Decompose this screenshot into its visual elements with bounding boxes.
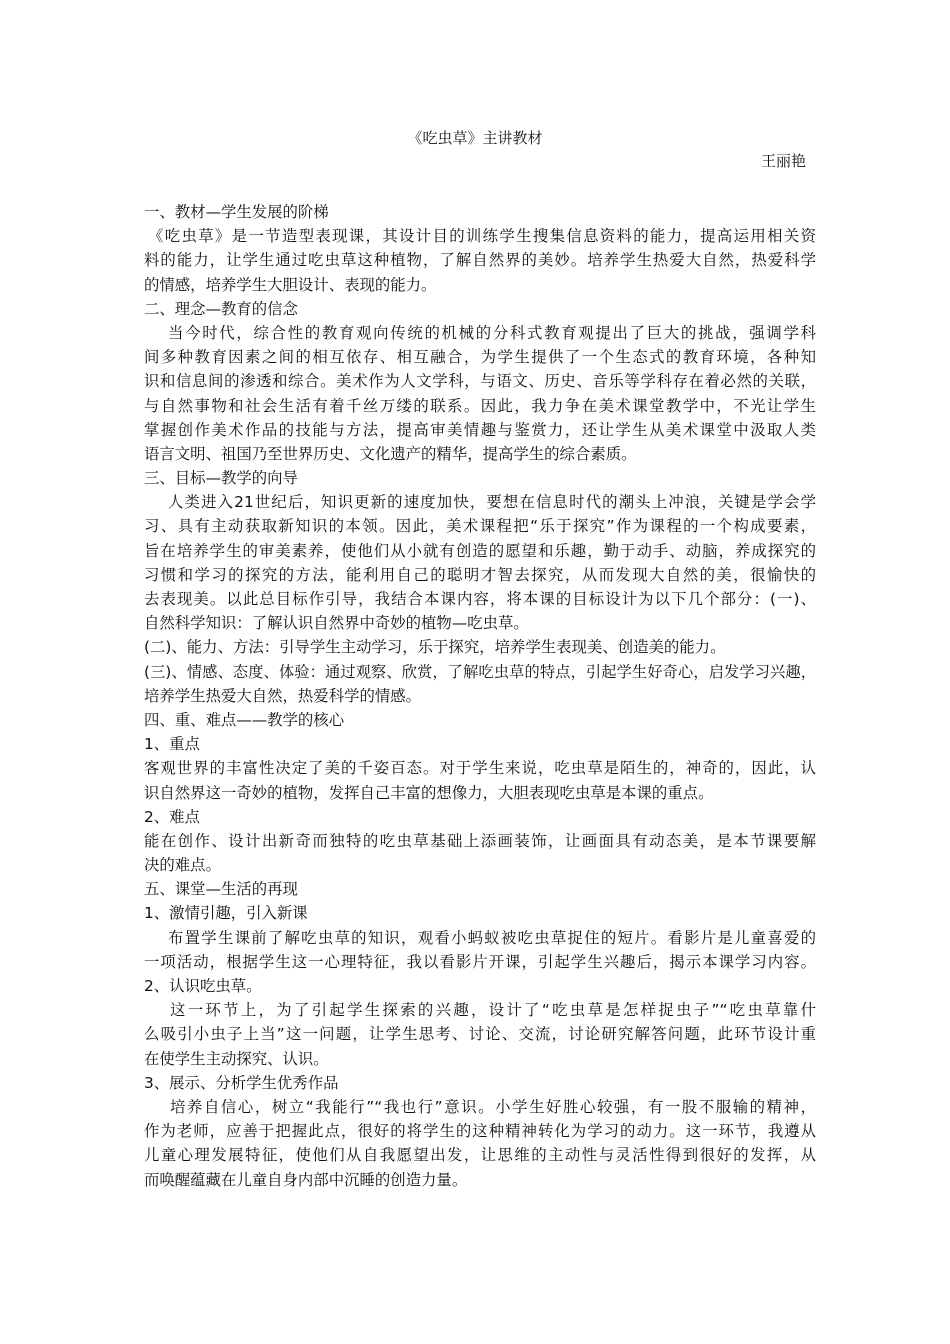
text-line: 而唤醒蕴藏在儿童自身内部中沉睡的创造力量。 <box>144 1170 468 1189</box>
text-line: 决的难点。 <box>144 856 221 875</box>
text-line: 料的能力，让学生通过吃虫草这种植物，了解自然界的美妙。培养学生热爱大自然，热爱科学 <box>144 251 816 270</box>
document-body <box>144 200 816 1192</box>
text-line: 客观世界的丰富性决定了美的千姿百态。对于学生来说，吃虫草是陌生的，神奇的，因此，认 <box>144 759 816 778</box>
text-line: (三)、情感、态度、体验：通过观察、欣赏，了解吃虫草的特点，引起学生好奇心，启发学习兴趣， <box>144 662 816 681</box>
text-line: 间多种教育因素之间的相互依存、相互融合，为学生提供了一个生态式的教育环境，各种知 <box>144 348 816 367</box>
text-line: 培养学生热爱大自然，热爱科学的情感。 <box>144 686 422 705</box>
subsection-heading: 2、认识吃虫草。 <box>144 977 262 995</box>
text-line: 的情感，培养学生大胆设计、表现的能力。 <box>144 275 437 294</box>
text-line: 《吃虫草》是一节造型表现课，其设计目的训练学生搜集信息资料的能力，提高运用相关资 <box>148 227 816 246</box>
text-line: 儿童心理发展特征，使他们从自我愿望出发，让思维的主动性与灵活性得到很好的发挥，从 <box>144 1146 816 1165</box>
text-line: 当今时代，综合性的教育观向传统的机械的分科式教育观提出了巨大的挑战，强调学科 <box>168 323 816 342</box>
section-heading: 四、重、难点——教学的核心 <box>144 710 345 729</box>
text-line: 么吸引小虫子上当”这一问题，让学生思考、讨论、交流，讨论研究解答问题，此环节设计重 <box>144 1025 816 1044</box>
text-line: 布置学生课前了解吃虫草的知识，观看小蚂蚁被吃虫草捉住的短片。看影片是儿童喜爱的 <box>168 928 816 947</box>
subsection-heading: 2、难点 <box>144 807 200 826</box>
text-line: 与自然事物和社会生活有着千丝万缕的联系。因此，我力争在美术课堂教学中，不光让学生 <box>144 396 816 415</box>
section-heading: 五、课堂—生活的再现 <box>144 880 298 899</box>
text-line: (二)、能力、方法：引导学生主动学习，乐于探究，培养学生表现美、创造美的能力。 <box>144 638 726 657</box>
text-line: 在使学生主动探究、认识。 <box>144 1049 329 1068</box>
text-line: 识自然界这一奇妙的植物，发挥自己丰富的想像力，大胆表现吃虫草是本课的重点。 <box>144 783 714 802</box>
text-line: 自然科学知识：了解认识自然界中奇妙的植物—吃虫草。 <box>144 614 529 633</box>
author-name: 王丽艳 <box>760 152 806 170</box>
text-line: 作为老师，应善于把握此点，很好的将学生的这种精神转化为学习的动力。这一环节，我遵从 <box>144 1122 816 1141</box>
document-title: 《吃虫草》主讲教材 <box>407 129 543 147</box>
text-line: 人类进入21世纪后，知识更新的速度加快，要想在信息时代的潮头上冲浪，关键是学会学 <box>168 493 816 512</box>
text-line: 语言文明、祖国乃至世界历史、文化遗产的精华，提高学生的综合素质。 <box>144 444 637 463</box>
text-line: 旨在培养学生的审美素养，使他们从小就有创造的愿望和乐趣，勤于动手、动脑，养成探究的 <box>144 541 816 560</box>
text-line: 习惯和学习的探究的方法，能利用自己的聪明才智去探究，从而发现大自然的美，很愉快的 <box>144 565 816 584</box>
text-line: 去表现美。以此总目标作引导，我结合本课内容，将本课的目标设计为以下几个部分：(一)、 <box>144 590 816 608</box>
text-line: 一项活动，根据学生这一心理特征，我以看影片开课，引起学生兴趣后，揭示本课学习内容。 <box>144 952 816 971</box>
subsection-heading: 1、激情引趣，引入新课 <box>144 904 308 923</box>
subsection-heading: 1、重点 <box>144 735 200 754</box>
text-line: 培养自信心，树立“我能行”“我也行”意识。小学生好胜心较强，有一股不服输的精神， <box>170 1097 816 1116</box>
text-line: 识和信息间的渗透和综合。美术作为人文学科，与语文、历史、音乐等学科存在着必然的关联， <box>144 372 816 391</box>
text-line: 这一环节上，为了引起学生探索的兴趣，设计了“吃虫草是怎样捉虫子”“吃虫草靠什 <box>170 1001 816 1020</box>
text-line: 习、具有主动获取新知识的本领。因此，美术课程把“乐于探究”作为课程的一个构成要素， <box>144 517 816 536</box>
subsection-heading: 3、展示、分析学生优秀作品 <box>144 1073 339 1092</box>
section-heading: 一、教材—学生发展的阶梯 <box>144 203 329 221</box>
text-line: 掌握创作美术作品的技能与方法，提高审美情趣与鉴赏力，还让学生从美术课堂中汲取人类 <box>144 420 816 439</box>
section-heading: 二、理念—教育的信念 <box>144 299 298 318</box>
text-line: 能在创作、设计出新奇而独特的吃虫草基础上添画装饰，让画面具有动态美，是本节课要解 <box>144 831 816 850</box>
section-heading: 三、目标—教学的向导 <box>144 469 298 488</box>
